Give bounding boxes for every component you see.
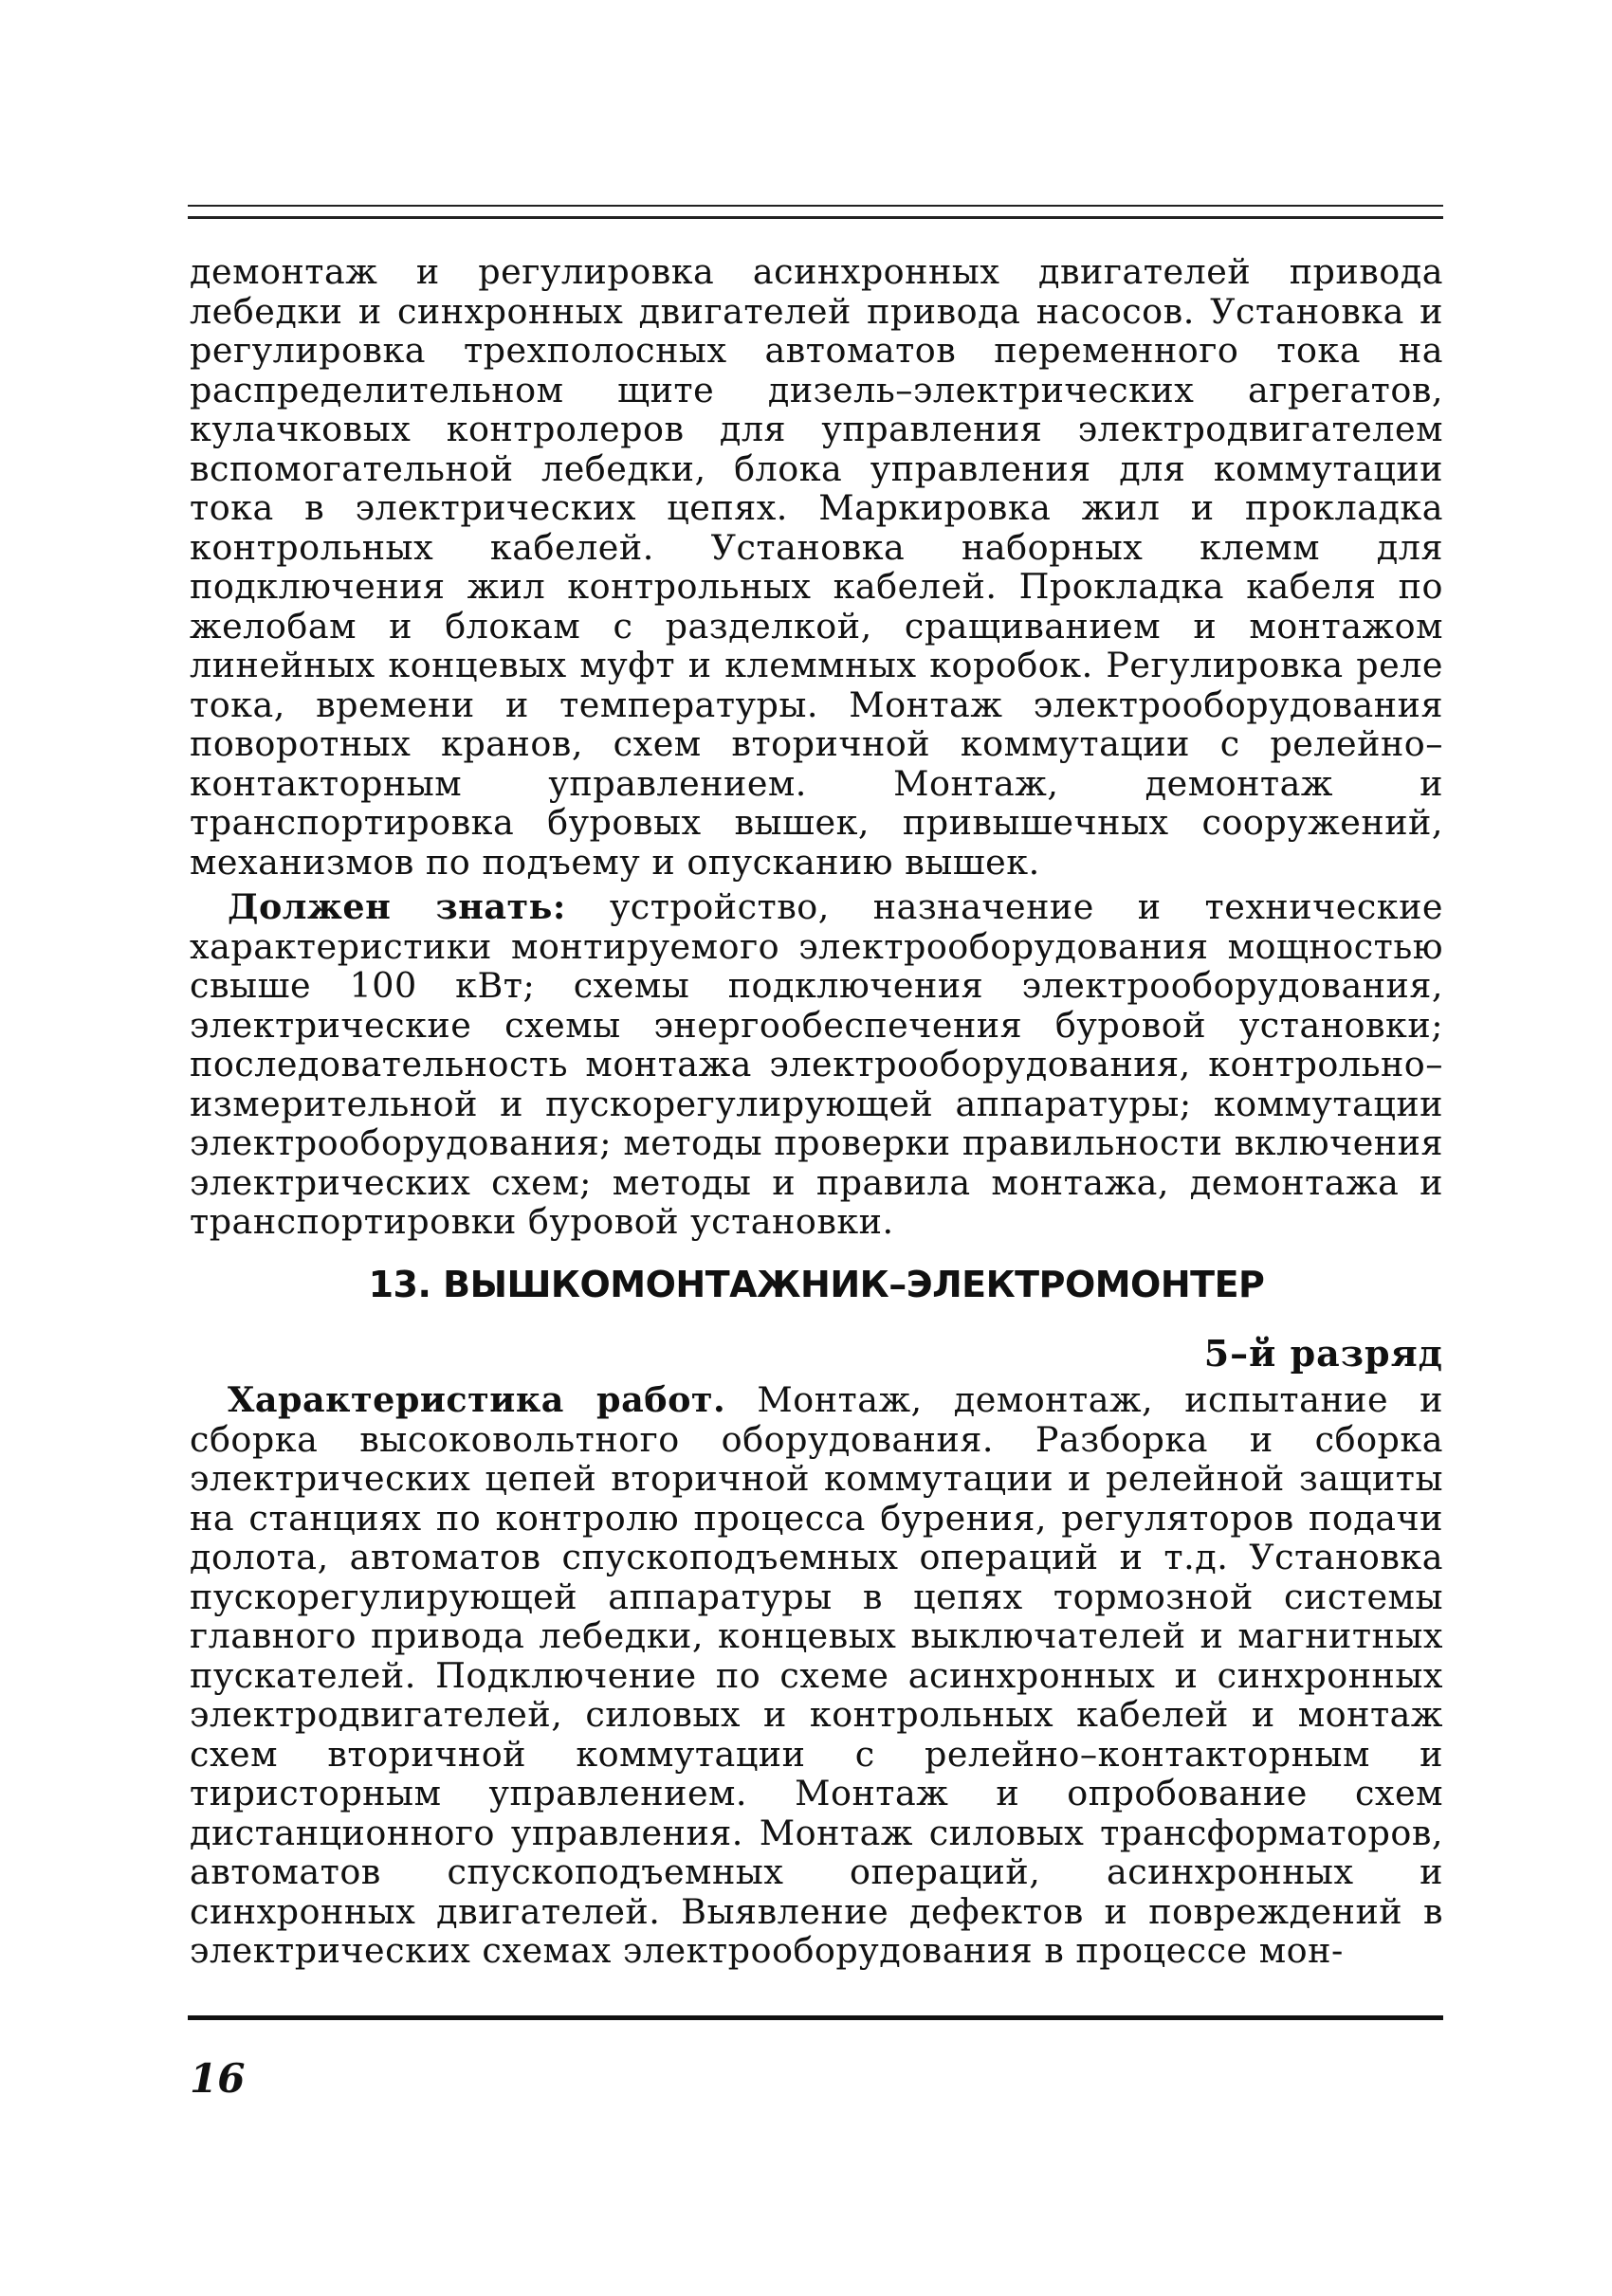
term-must-know: Должен знать: — [228, 886, 566, 927]
paragraph — [190, 1380, 1443, 1971]
term-work-characteristics: Характеристика работ. — [228, 1379, 726, 1420]
knowledge-requirements-paragraph — [190, 887, 1443, 1242]
work-description-paragraph — [190, 1380, 1443, 1971]
paragraph-text: демонтаж и регулировка асинхронных двигателей привода лебедки и синхронных двигателей привода насосов. Установка и регулировка трехполосных автоматов переменного тока на распределительном щите дизель–электрических агрегатов, кулачковых контролеров для управления электродвигателем вспомогательной лебедки, блока управления для коммутации тока в электрических цепях. Маркировка жил и прокладка контрольных кабелей. Установка наборных клемм для подключения жил контрольных кабелей. Прокладка кабеля по желобам и блокам с разделкой, сращиванием и монтажом линейных концевых муфт и клеммных коробок. Регулировка реле тока, времени и температуры. Монтаж электрооборудования поворотных кранов, схем вторичной коммутации с релейно–контакторным управлением. Монтаж, демонтаж и транспортировка буровых вышек, привышечных сооружений, механизмов по подъему и опусканию вышек. — [190, 251, 1443, 883]
grade-label: 5–й разряд — [1203, 1332, 1443, 1375]
section-heading: 13. ВЫШКОМОНТАЖНИК–ЭЛЕКТРОМОНТЕР — [368, 1264, 1265, 1305]
paragraph — [190, 887, 1443, 1242]
header-rule-thick — [188, 216, 1443, 219]
continuation-paragraph — [190, 252, 1443, 882]
footer-rule — [188, 2015, 1443, 2020]
paragraph-text: Монтаж, демонтаж, испытание и сборка высоковольтного оборудования. Разборка и сборка электрических цепей вторичной коммутации и релейной защиты на станциях по контролю процесса бурения, регуляторов подачи долота, автоматов спускоподъемных операций и т.д. Установка пускорегулирующей аппаратуры в цепях тормозной системы главного привода лебедки, концевых выключателей и магнитных пускателей. Подключение по схеме асинхронных и синхронных электродвигателей, силовых и контрольных кабелей и монтаж схем вторичной коммутации с релейно–контакторным и тиристорным управлением. Монтаж и опробование схем дистанционного управления. Монтаж силовых трансформаторов, автоматов спускоподъемных операций, асинхронных и синхронных двигателей. Выявление дефектов и повреждений в электрических схемах электрооборудования в процессе мон- — [190, 1379, 1444, 1971]
header-rule-thin — [188, 205, 1443, 207]
page-number: 16 — [190, 2055, 246, 2102]
paragraph-text: устройство, назначение и технические характеристики монтируемого электрооборудования мощностью свыше 100 кВт; схемы подключения электрооборудования, электрические схемы энергообеспечения буровой установки; последовательность монтажа электрооборудования, контрольно–измерительной и пускорегулирующей аппаратуры; коммутации электрооборудования; методы проверки правильности включения электрических схем; методы и правила монтажа, демонтажа и транспортировки буровой установки. — [190, 886, 1443, 1242]
